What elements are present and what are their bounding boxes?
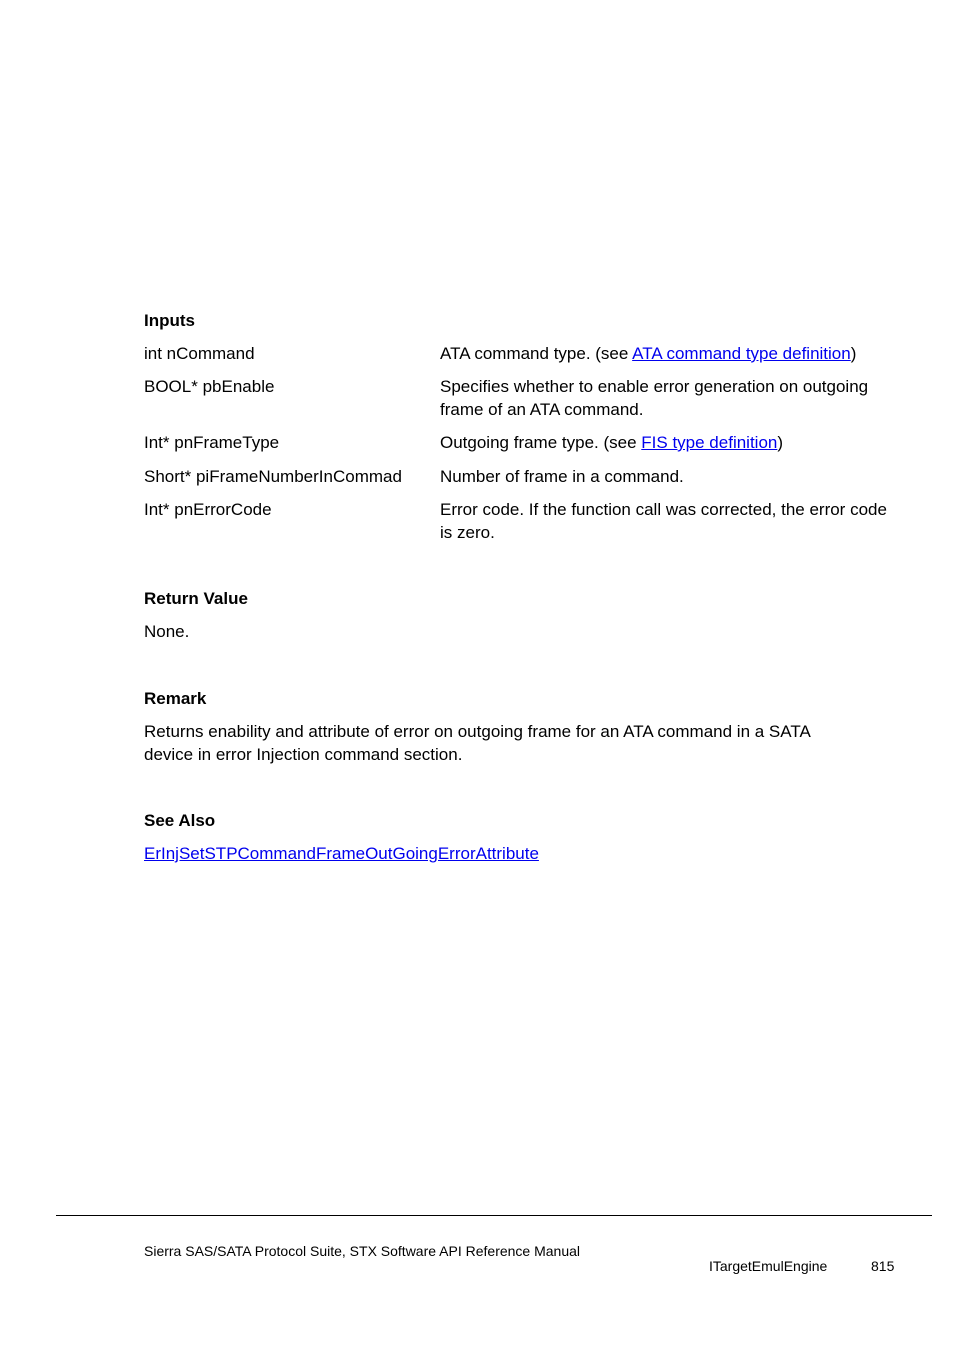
param-desc-pbenable: Specifies whether to enable error generation on outgoing frame of an ATA command. xyxy=(440,377,869,419)
param-desc-suffix: ) xyxy=(850,344,857,363)
footer-manual-title: Sierra SAS/SATA Protocol Suite, STX Software API Reference Manual xyxy=(144,1243,581,1259)
param-desc-pnerrorcode: Error code. If the function call was corrected, the error code is zero. xyxy=(440,500,887,542)
remark-heading: Remark xyxy=(144,689,207,708)
param-name-pnframetype: Int* pnFrameType xyxy=(144,433,280,452)
see-also-link-container xyxy=(144,842,539,865)
fis-type-definition-link[interactable]: FIS type definition xyxy=(641,433,778,452)
return-value-heading: Return Value xyxy=(144,589,248,608)
inputs-heading: Inputs xyxy=(144,311,195,330)
param-desc-ncommand xyxy=(440,342,900,365)
param-desc-pnframetype xyxy=(440,431,900,454)
param-desc-prefix: ATA command type. (see xyxy=(440,344,633,363)
param-desc-prefix: Outgoing frame type. (see xyxy=(440,433,642,452)
param-desc-piframenumber: Number of frame in a command. xyxy=(440,467,684,486)
see-also-link[interactable]: ErInjSetSTPCommandFrameOutGoingErrorAttribute xyxy=(144,844,539,863)
ata-command-type-definition-link[interactable]: ATA command type definition xyxy=(632,344,851,363)
return-value-text: None. xyxy=(144,622,190,641)
remark-text: Returns enability and attribute of error on outgoing frame for an ATA command in a SATA device in error Injection command section. xyxy=(144,722,810,764)
param-desc-suffix: ) xyxy=(777,433,784,452)
footer-divider xyxy=(56,1215,932,1216)
param-name-pnerrorcode: Int* pnErrorCode xyxy=(144,500,272,519)
footer-section-name: ITargetEmulEngine xyxy=(709,1258,828,1274)
param-name-pbenable: BOOL* pbEnable xyxy=(144,377,275,396)
see-also-heading: See Also xyxy=(144,811,216,830)
param-name-ncommand: int nCommand xyxy=(144,344,255,363)
param-name-piframenumber: Short* piFrameNumberInCommad xyxy=(144,467,402,486)
footer-page-number: 815 xyxy=(871,1258,895,1274)
